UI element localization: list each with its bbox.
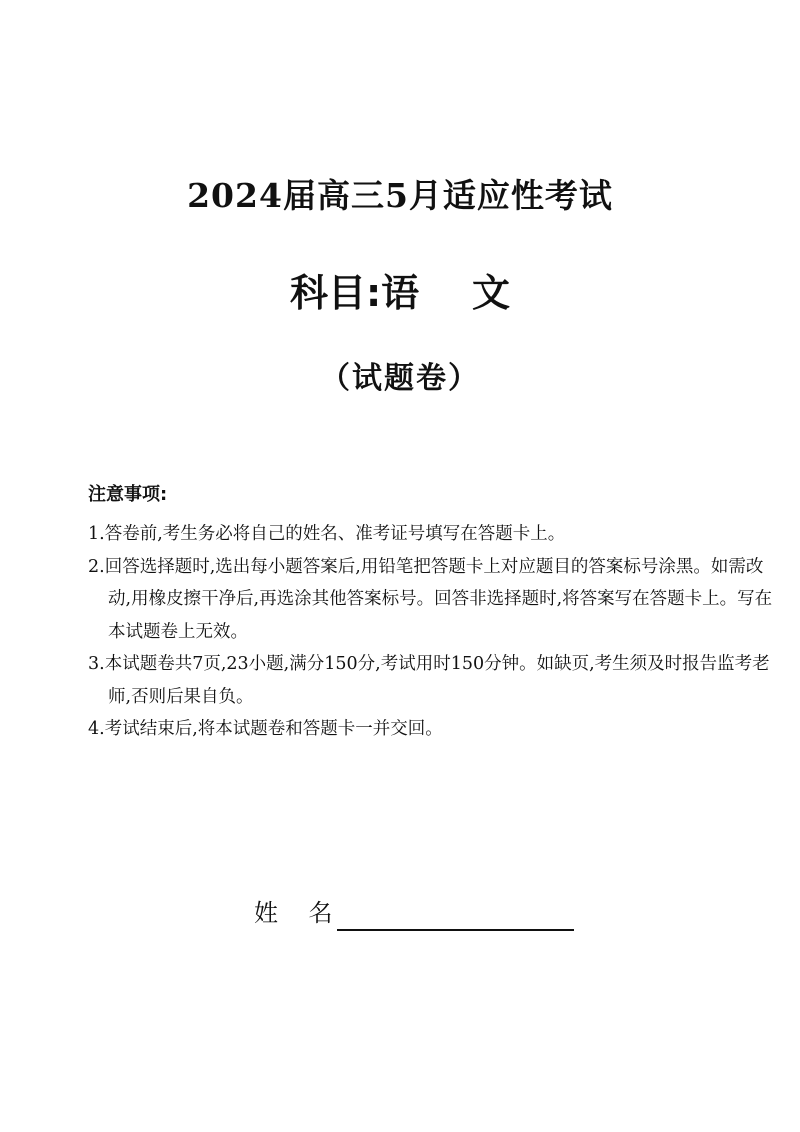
notice-item-4: 4.考试结束后,将本试题卷和答题卡一并交回。 [88, 719, 443, 739]
notice-section [88, 480, 778, 746]
notice-item-2: 2.回答选择题时,选出每小题答案后,用铅笔把答题卡上对应题目的答案标号涂黑。如需改动,用橡皮擦干净后,再选涂其他答案标号。回答非选择题时,将答案写在答题卡上。写在本试题卷上无效。 [88, 556, 773, 642]
name-label: 姓 名 [254, 899, 333, 927]
name-field-row [254, 895, 574, 931]
notice-item-3: 3.本试题卷共7页,23小题,满分150分,考试用时150分钟。如缺页,考生须及时报告监考老师,否则后果自负。 [88, 654, 770, 707]
notice-heading: 注意事项: [88, 484, 168, 505]
subject-line: 科目:语 文 [289, 271, 511, 315]
notice-item-1: 1.答卷前,考生务必将自己的姓名、准考证号填写在答题卡上。 [88, 524, 566, 544]
exam-title: 2024届高三5月适应性考试 [187, 176, 613, 215]
name-blank-line[interactable] [337, 899, 574, 931]
paper-type-label: （试题卷） [320, 361, 480, 396]
